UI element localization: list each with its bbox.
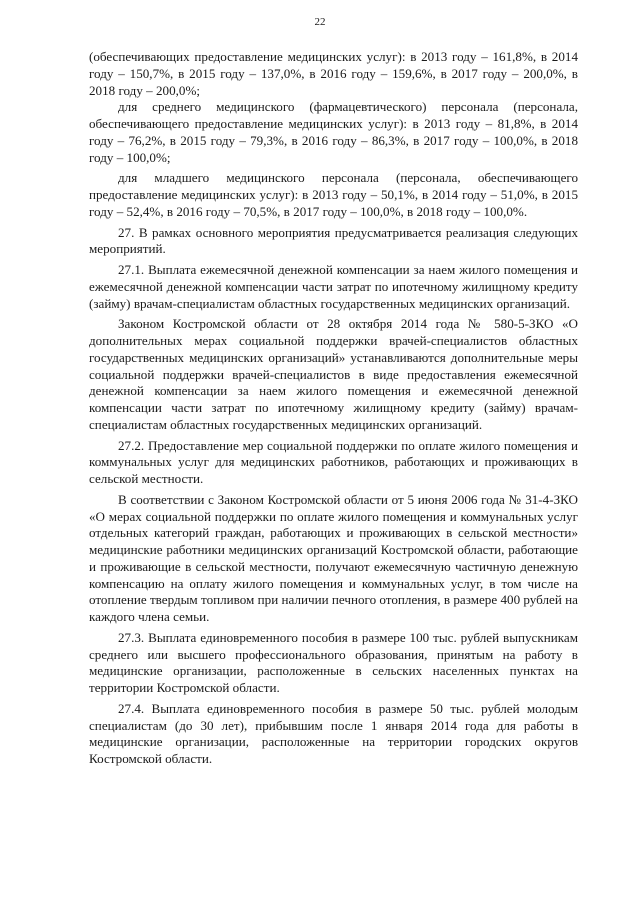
- paragraph-law-31-4-zko: В соответствии с Законом Костромской области от 5 июня 2006 года № 31-4-ЗКО «О мерах социальной поддержки по оплате жилого помещения и коммунальных услуг отдельных категорий граждан, работающих и проживающих в сельской местности» медицинские работники медицинских организаций Костромской области, работающие и проживающие в сельской местности, получают ежемесячную частичную денежную компенсацию на оплату жилого помещения и коммунальных услуг, в том числе на отопление твердым топливом при наличии печного отопления, в размере 400 рублей на каждого члена семьи.: [89, 491, 578, 624]
- paragraph-physicians-continued: (обеспечивающих предоставление медицинских услуг): в 2013 году – 161,8%, в 2014 году – 150,7%, в 2015 году – 137,0%, в 2016 году – 159,6%, в 2017 году – 200,0%, в 2018 году – 200,0%;: [89, 49, 578, 98]
- paragraph-item-27-2: 27.2. Предоставление мер социальной поддержки по оплате жилого помещения и коммунальных услуг для медицинских работников, работающих и проживающих в сельской местности.: [89, 437, 578, 486]
- paragraph-mid-level-staff: для среднего медицинского (фармацевтического) персонала (персонала, обеспечивающего предоставление медицинских услуг): в 2013 году – 81,8%, в 2014 году – 76,2%, в 2015 году – 79,3%, в 2016 году – 86,3%, в 2017 году – 100,0%, в 2018 году – 100,0%;: [89, 99, 578, 165]
- paragraph-item-27-1: 27.1. Выплата ежемесячной денежной компенсации за наем жилого помещения и ежемесячной денежной компенсации части затрат по ипотечному жилищному кредиту (займу) врачам-специалистам областных государственных медицинских организаций.: [89, 262, 578, 311]
- document-body: [89, 49, 578, 768]
- paragraph-item-27: 27. В рамках основного мероприятия предусматривается реализация следующих мероприятий.: [89, 224, 578, 257]
- paragraph-law-580-5-zko: Законом Костромской области от 28 октября 2014 года № 580-5-ЗКО «О дополнительных мерах социальной поддержки врачей-специалистов областных государственных медицинских организаций» устанавливаются дополнительные меры социальной поддержки врачей-специалистов в виде предоставления ежемесячной денежной компенсации за наем жилого помещения и ежемесячной денежной компенсации части затрат по ипотечному жилищному кредиту (займу) врачам-специалистам областных государственных медицинских организаций.: [89, 316, 578, 432]
- paragraph-item-27-3: 27.3. Выплата единовременного пособия в размере 100 тыс. рублей выпускникам среднего или высшего профессионального образования, принятым на работу в медицинские организации, расположенные в сельских населенных пунктах на территории Костромской области.: [89, 629, 578, 695]
- paragraph-item-27-4: 27.4. Выплата единовременного пособия в размере 50 тыс. рублей молодым специалистам (до 30 лет), прибывшим после 1 января 2014 года для работы в медицинские организации, расположенные на территории городских округов Костромской области.: [89, 700, 578, 766]
- paragraph-junior-staff: для младшего медицинского персонала (персонала, обеспечивающего предоставление медицинских услуг): в 2013 году – 50,1%, в 2014 году – 51,0%, в 2015 году – 52,4%, в 2016 году – 70,5%, в 2017 году – 100,0%, в 2018 году – 100,0%.: [89, 170, 578, 219]
- page-number: 22: [314, 16, 326, 28]
